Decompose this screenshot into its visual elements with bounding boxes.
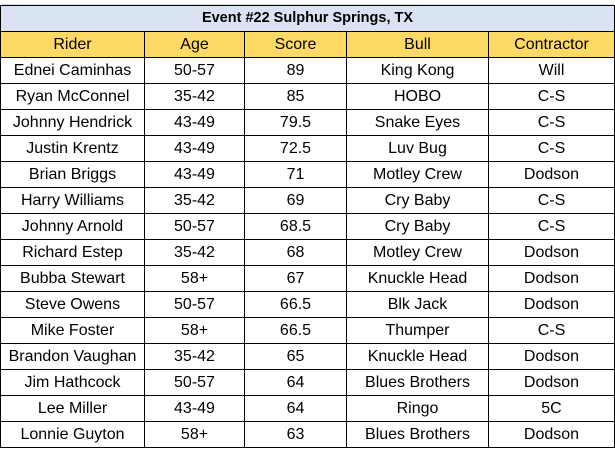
event-title-cell[interactable]: Event #22 Sulphur Springs, TX [1,6,615,32]
bull-cell[interactable]: Knuckle Head [347,344,489,370]
bull-cell[interactable]: Motley Crew [347,162,489,188]
bull-cell[interactable]: Snake Eyes [347,110,489,136]
table-row [1,58,615,84]
score-cell[interactable]: 66.5 [245,318,347,344]
bull-cell[interactable]: Ringo [347,396,489,422]
score-cell[interactable]: 68 [245,240,347,266]
rider-cell[interactable]: Lee Miller [1,396,145,422]
table-row [1,84,615,110]
bull-cell[interactable]: Cry Baby [347,214,489,240]
rider-cell[interactable]: Brian Briggs [1,162,145,188]
rider-cell[interactable]: Ryan McConnel [1,84,145,110]
rider-cell[interactable]: Lonnie Guyton [1,422,145,448]
rider-cell[interactable]: Richard Estep [1,240,145,266]
contractor-cell[interactable]: Dodson [489,240,615,266]
score-cell[interactable]: 64 [245,396,347,422]
score-cell[interactable]: 72.5 [245,136,347,162]
contractor-cell[interactable]: Dodson [489,370,615,396]
bull-cell[interactable]: Cry Baby [347,188,489,214]
score-cell[interactable]: 66.5 [245,292,347,318]
bull-cell[interactable]: Blues Brothers [347,370,489,396]
table-row [1,240,615,266]
score-cell[interactable]: 69 [245,188,347,214]
rider-cell[interactable]: Johnny Arnold [1,214,145,240]
table-row [1,188,615,214]
score-cell[interactable]: 65 [245,344,347,370]
contractor-cell[interactable]: C-S [489,214,615,240]
table-row [1,266,615,292]
table-body [1,58,615,448]
column-header-bull[interactable]: Bull [347,32,489,58]
table-row [1,344,615,370]
table-row [1,214,615,240]
table-row [1,422,615,448]
age-cell[interactable]: 35-42 [145,84,245,110]
table-row [1,292,615,318]
score-cell[interactable]: 63 [245,422,347,448]
contractor-cell[interactable]: 5C [489,396,615,422]
rider-cell[interactable]: Justin Krentz [1,136,145,162]
bull-cell[interactable]: Knuckle Head [347,266,489,292]
age-cell[interactable]: 43-49 [145,396,245,422]
score-cell[interactable]: 67 [245,266,347,292]
score-cell[interactable]: 85 [245,84,347,110]
bull-cell[interactable]: HOBO [347,84,489,110]
contractor-cell[interactable]: Will [489,58,615,84]
age-cell[interactable]: 58+ [145,422,245,448]
contractor-cell[interactable]: C-S [489,188,615,214]
bull-cell[interactable]: Motley Crew [347,240,489,266]
rider-cell[interactable]: Johnny Hendrick [1,110,145,136]
table-row [1,162,615,188]
rider-cell[interactable]: Jim Hathcock [1,370,145,396]
age-cell[interactable]: 43-49 [145,162,245,188]
table-row [1,370,615,396]
contractor-cell[interactable]: C-S [489,110,615,136]
column-header-contractor[interactable]: Contractor [489,32,615,58]
age-cell[interactable]: 50-57 [145,292,245,318]
contractor-cell[interactable]: Dodson [489,162,615,188]
column-header-age[interactable]: Age [145,32,245,58]
contractor-cell[interactable]: C-S [489,318,615,344]
title-row [1,6,615,32]
results-table [0,5,615,448]
age-cell[interactable]: 50-57 [145,58,245,84]
table-row [1,318,615,344]
header-row [1,32,615,58]
age-cell[interactable]: 50-57 [145,370,245,396]
rider-cell[interactable]: Ednei Caminhas [1,58,145,84]
age-cell[interactable]: 43-49 [145,110,245,136]
table-row [1,110,615,136]
score-cell[interactable]: 64 [245,370,347,396]
age-cell[interactable]: 35-42 [145,344,245,370]
contractor-cell[interactable]: Dodson [489,292,615,318]
age-cell[interactable]: 58+ [145,318,245,344]
bull-cell[interactable]: Blk Jack [347,292,489,318]
column-header-rider[interactable]: Rider [1,32,145,58]
table-row [1,136,615,162]
score-cell[interactable]: 79.5 [245,110,347,136]
score-cell[interactable]: 68.5 [245,214,347,240]
bull-cell[interactable]: Blues Brothers [347,422,489,448]
age-cell[interactable]: 43-49 [145,136,245,162]
contractor-cell[interactable]: C-S [489,136,615,162]
contractor-cell[interactable]: Dodson [489,266,615,292]
rider-cell[interactable]: Bubba Stewart [1,266,145,292]
contractor-cell[interactable]: Dodson [489,422,615,448]
contractor-cell[interactable]: Dodson [489,344,615,370]
bull-cell[interactable]: Luv Bug [347,136,489,162]
bull-cell[interactable]: King Kong [347,58,489,84]
rider-cell[interactable]: Harry Williams [1,188,145,214]
bull-cell[interactable]: Thumper [347,318,489,344]
score-cell[interactable]: 71 [245,162,347,188]
table-row [1,396,615,422]
column-header-score[interactable]: Score [245,32,347,58]
age-cell[interactable]: 58+ [145,266,245,292]
rider-cell[interactable]: Brandon Vaughan [1,344,145,370]
score-cell[interactable]: 89 [245,58,347,84]
age-cell[interactable]: 35-42 [145,240,245,266]
contractor-cell[interactable]: C-S [489,84,615,110]
rider-cell[interactable]: Steve Owens [1,292,145,318]
age-cell[interactable]: 50-57 [145,214,245,240]
rider-cell[interactable]: Mike Foster [1,318,145,344]
age-cell[interactable]: 35-42 [145,188,245,214]
